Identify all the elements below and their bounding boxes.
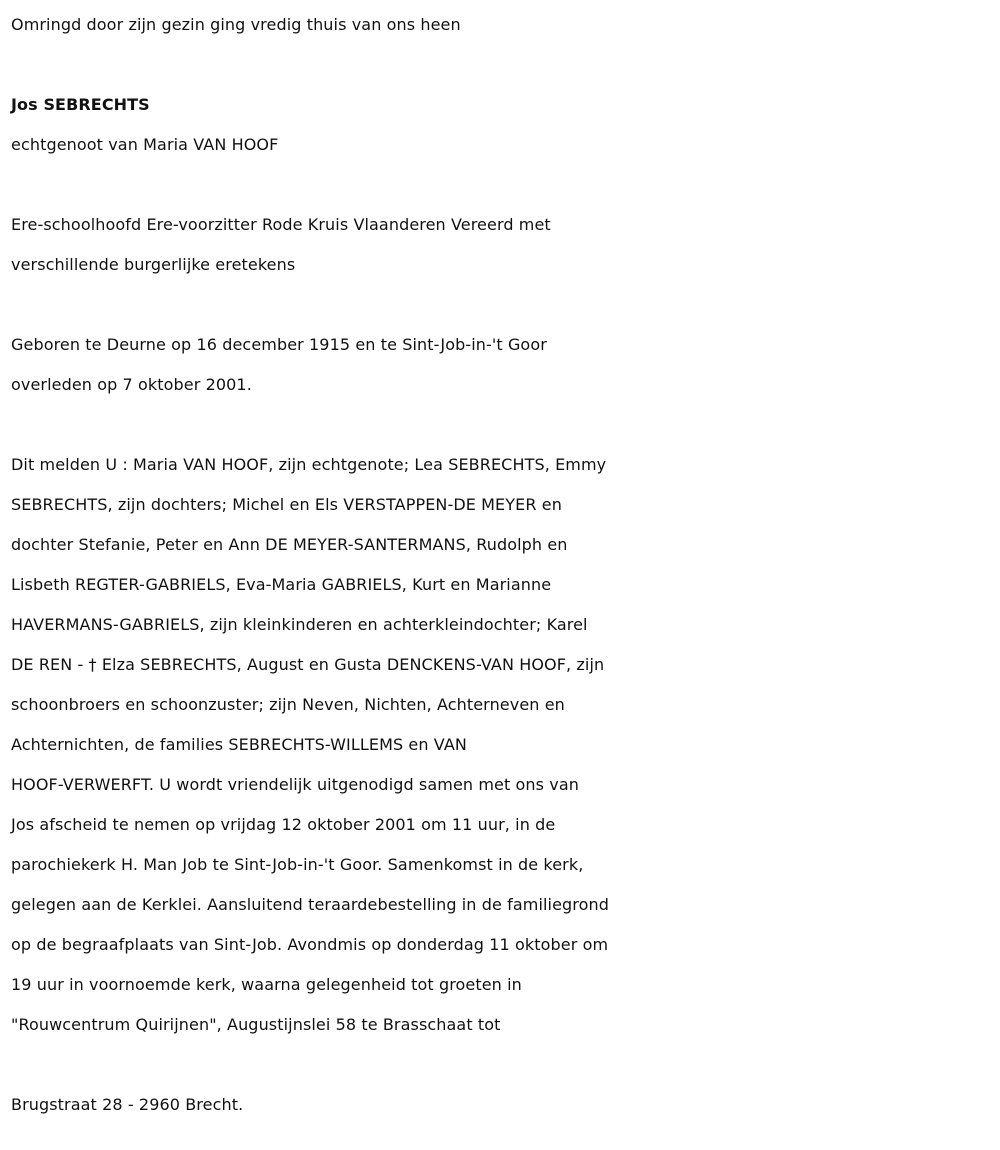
announcement-line: parochiekerk H. Man Job te Sint-Job-in-'t Goor. Samenkomst in de kerk,: [11, 855, 584, 874]
announcement-line: 19 uur in voornoemde kerk, waarna gelegenheid tot groeten in: [11, 975, 522, 994]
titles-line: Ere-schoolhoofd Ere-voorzitter Rode Kruis Vlaanderen Vereerd met: [11, 215, 551, 234]
announcement-line: SEBRECHTS, zijn dochters; Michel en Els VERSTAPPEN-DE MEYER en: [11, 495, 562, 514]
spacer: [11, 1045, 996, 1085]
birth-death-line: Geboren te Deurne op 16 december 1915 en te Sint-Job-in-'t Goor: [11, 335, 547, 354]
announcement-line: Jos afscheid te nemen op vrijdag 12 oktober 2001 om 11 uur, in de: [11, 815, 556, 834]
spacer: [11, 285, 996, 325]
spacer: [11, 45, 996, 85]
spacer: [11, 405, 996, 445]
death-notice-document: [11, 0, 996, 1125]
announcement-line: Dit melden U : Maria VAN HOOF, zijn echtgenote; Lea SEBRECHTS, Emmy: [11, 455, 607, 474]
birth-death-line: overleden op 7 oktober 2001.: [11, 375, 252, 394]
announcement-paragraph: [11, 445, 996, 1045]
announcement-line: "Rouwcentrum Quirijnen", Augustijnslei 58 te Brasschaat tot: [11, 1015, 501, 1034]
announcement-line: schoonbroers en schoonzuster; zijn Neven, Nichten, Achterneven en: [11, 695, 565, 714]
announcement-line: op de begraafplaats van Sint-Job. Avondmis op donderdag 11 oktober om: [11, 935, 609, 954]
announcement-line: HOOF-VERWERFT. U wordt vriendelijk uitgenodigd samen met ons van: [11, 775, 579, 794]
announcement-line: Achternichten, de families SEBRECHTS-WILLEMS en VAN: [11, 735, 467, 754]
announcement-line: DE REN - † Elza SEBRECHTS, August en Gusta DENCKENS-VAN HOOF, zijn: [11, 655, 605, 674]
spouse-line: echtgenoot van Maria VAN HOOF: [11, 135, 279, 154]
address-line: Brugstraat 28 - 2960 Brecht.: [11, 1095, 244, 1114]
deceased-name: Jos SEBRECHTS: [11, 95, 150, 114]
announcement-line: gelegen aan de Kerklei. Aansluitend teraardebestelling in de familiegrond: [11, 895, 609, 914]
announcement-line: dochter Stefanie, Peter en Ann DE MEYER-SANTERMANS, Rudolph en: [11, 535, 568, 554]
announcement-line: HAVERMANS-GABRIELS, zijn kleinkinderen en achterkleindochter; Karel: [11, 615, 588, 634]
spacer: [11, 165, 996, 205]
intro-line: Omringd door zijn gezin ging vredig thuis van ons heen: [11, 15, 461, 34]
titles-line: verschillende burgerlijke eretekens: [11, 255, 296, 274]
announcement-line: Lisbeth REGTER-GABRIELS, Eva-Maria GABRIELS, Kurt en Marianne: [11, 575, 552, 594]
